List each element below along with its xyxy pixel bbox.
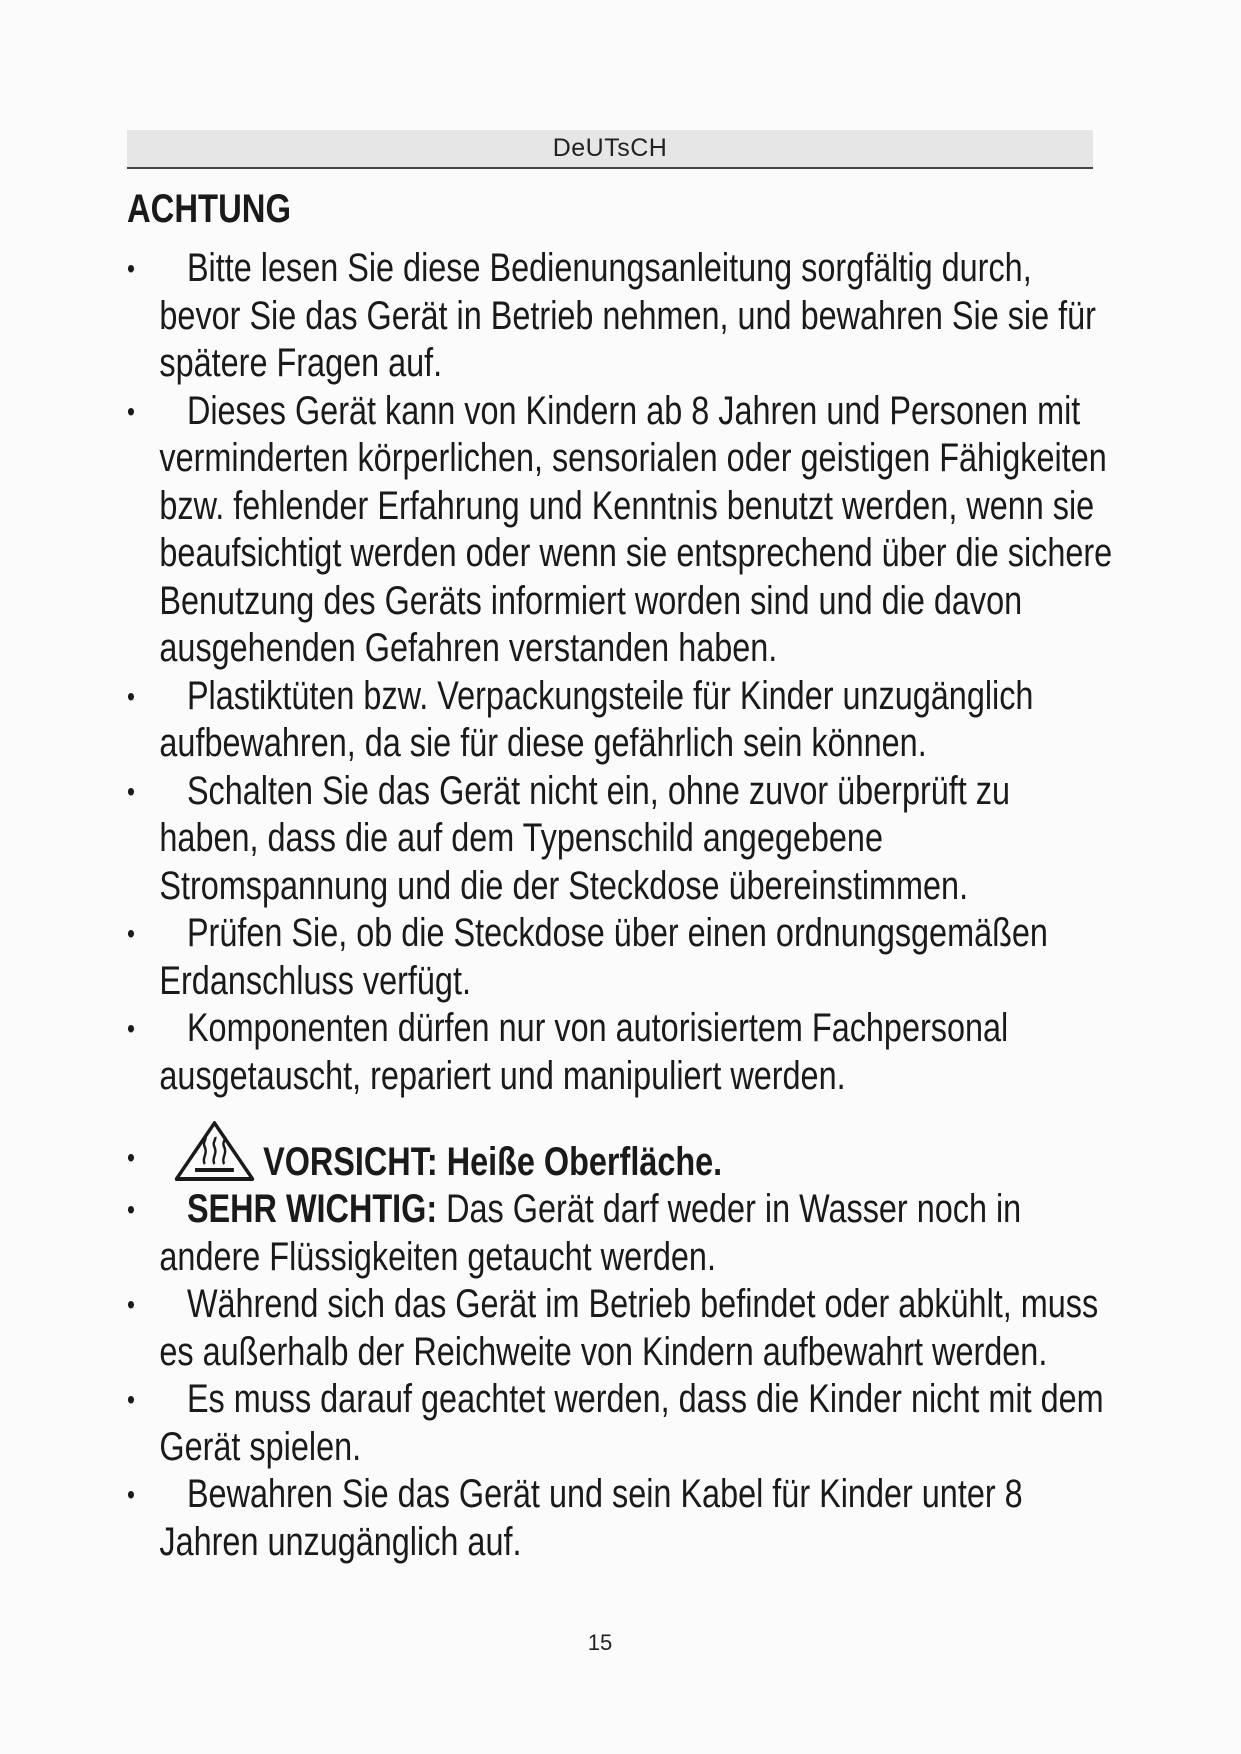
bullet: • <box>127 918 135 949</box>
hot-surface-warning <box>127 1120 1115 1186</box>
important-text <box>159 1187 1021 1279</box>
language-label: DeUTsCH <box>552 134 668 162</box>
bullet: • <box>127 1384 135 1415</box>
bullet: • <box>127 680 135 712</box>
important-label: SEHR WICHTIG: <box>186 1187 438 1231</box>
list-item-text: Während sich das Gerät im Betrieb befindet oder abkühlt, muss es außerhalb der Reichweite von Kindern aufbewahrt werden. <box>159 1282 1099 1374</box>
list-item <box>127 388 1115 673</box>
bullet: • <box>127 253 135 284</box>
page-number: 15 <box>587 1630 613 1655</box>
warning-row <box>159 1120 1115 1186</box>
bullet: • <box>127 1013 135 1044</box>
list-item <box>127 1005 1115 1100</box>
list-item-text: Plastiktüten bzw. Verpackungsteile für Kinder unzugänglich aufbewahren, da sie für diese gefährlich sein können. <box>159 673 1034 765</box>
list-item <box>127 1471 1115 1566</box>
hot-surface-icon <box>174 1120 255 1182</box>
section-heading: ACHTUNG <box>127 187 291 231</box>
list-item <box>127 910 1115 1005</box>
list-item <box>127 768 1115 911</box>
bullet: • <box>127 1479 135 1510</box>
warnings-list <box>127 245 1137 1566</box>
warning-text: VORSICHT: Heiße Oberfläche. <box>263 1139 723 1184</box>
list-item <box>127 1376 1115 1471</box>
list-item-text: Bewahren Sie das Gerät und sein Kabel für Kinder unter 8 Jahren unzugänglich auf. <box>159 1472 1023 1564</box>
language-header-bar <box>127 130 1093 169</box>
list-item <box>127 673 1115 768</box>
bullet: • <box>127 1194 135 1225</box>
list-item-text: Schalten Sie das Gerät nicht ein, ohne zuvor überprüft zu haben, dass die auf dem Typenschild angegebene Stromspannung und die der Steckdose übereinstimmen. <box>159 768 1011 908</box>
bullet: • <box>127 1289 135 1320</box>
list-item-text: Komponenten dürfen nur von autorisiertem Fachpersonal ausgetauscht, repariert und manipuliert werden. <box>159 1006 1009 1098</box>
important-body: Das Gerät darf weder in Wasser noch in andere Flüssigkeiten getaucht werden. <box>159 1187 1022 1279</box>
list-item-text: Es muss darauf geachtet werden, dass die Kinder nicht mit dem Gerät spielen. <box>159 1377 1104 1469</box>
bullet: • <box>127 1142 135 1173</box>
list-item-text: Bitte lesen Sie diese Bedienungsanleitung sorgfältig durch, bevor Sie das Gerät in Betrieb nehmen, und bewahren Sie sie für spätere Fragen auf. <box>159 246 1096 385</box>
list-item-text: Dieses Gerät kann von Kindern ab 8 Jahren und Personen mit verminderten körperlichen, sensorialen oder geistigen Fähigkeiten bzw. fehlender Erfahrung und Kenntnis benutzt werden, wenn sie beaufsichtigt werden oder wenn sie entsprechend über die sichere Benutzung des Geräts informiert worden sind und die davon ausgehenden Gefahren verstanden haben. <box>159 388 1113 670</box>
list-item <box>127 245 1115 388</box>
list-item <box>127 1281 1115 1376</box>
bullet: • <box>127 775 135 807</box>
important-item <box>127 1186 1115 1281</box>
bullet: • <box>127 395 135 427</box>
list-item-text: Prüfen Sie, ob die Steckdose über einen ordnungsgemäßen Erdanschluss verfügt. <box>159 911 1048 1003</box>
